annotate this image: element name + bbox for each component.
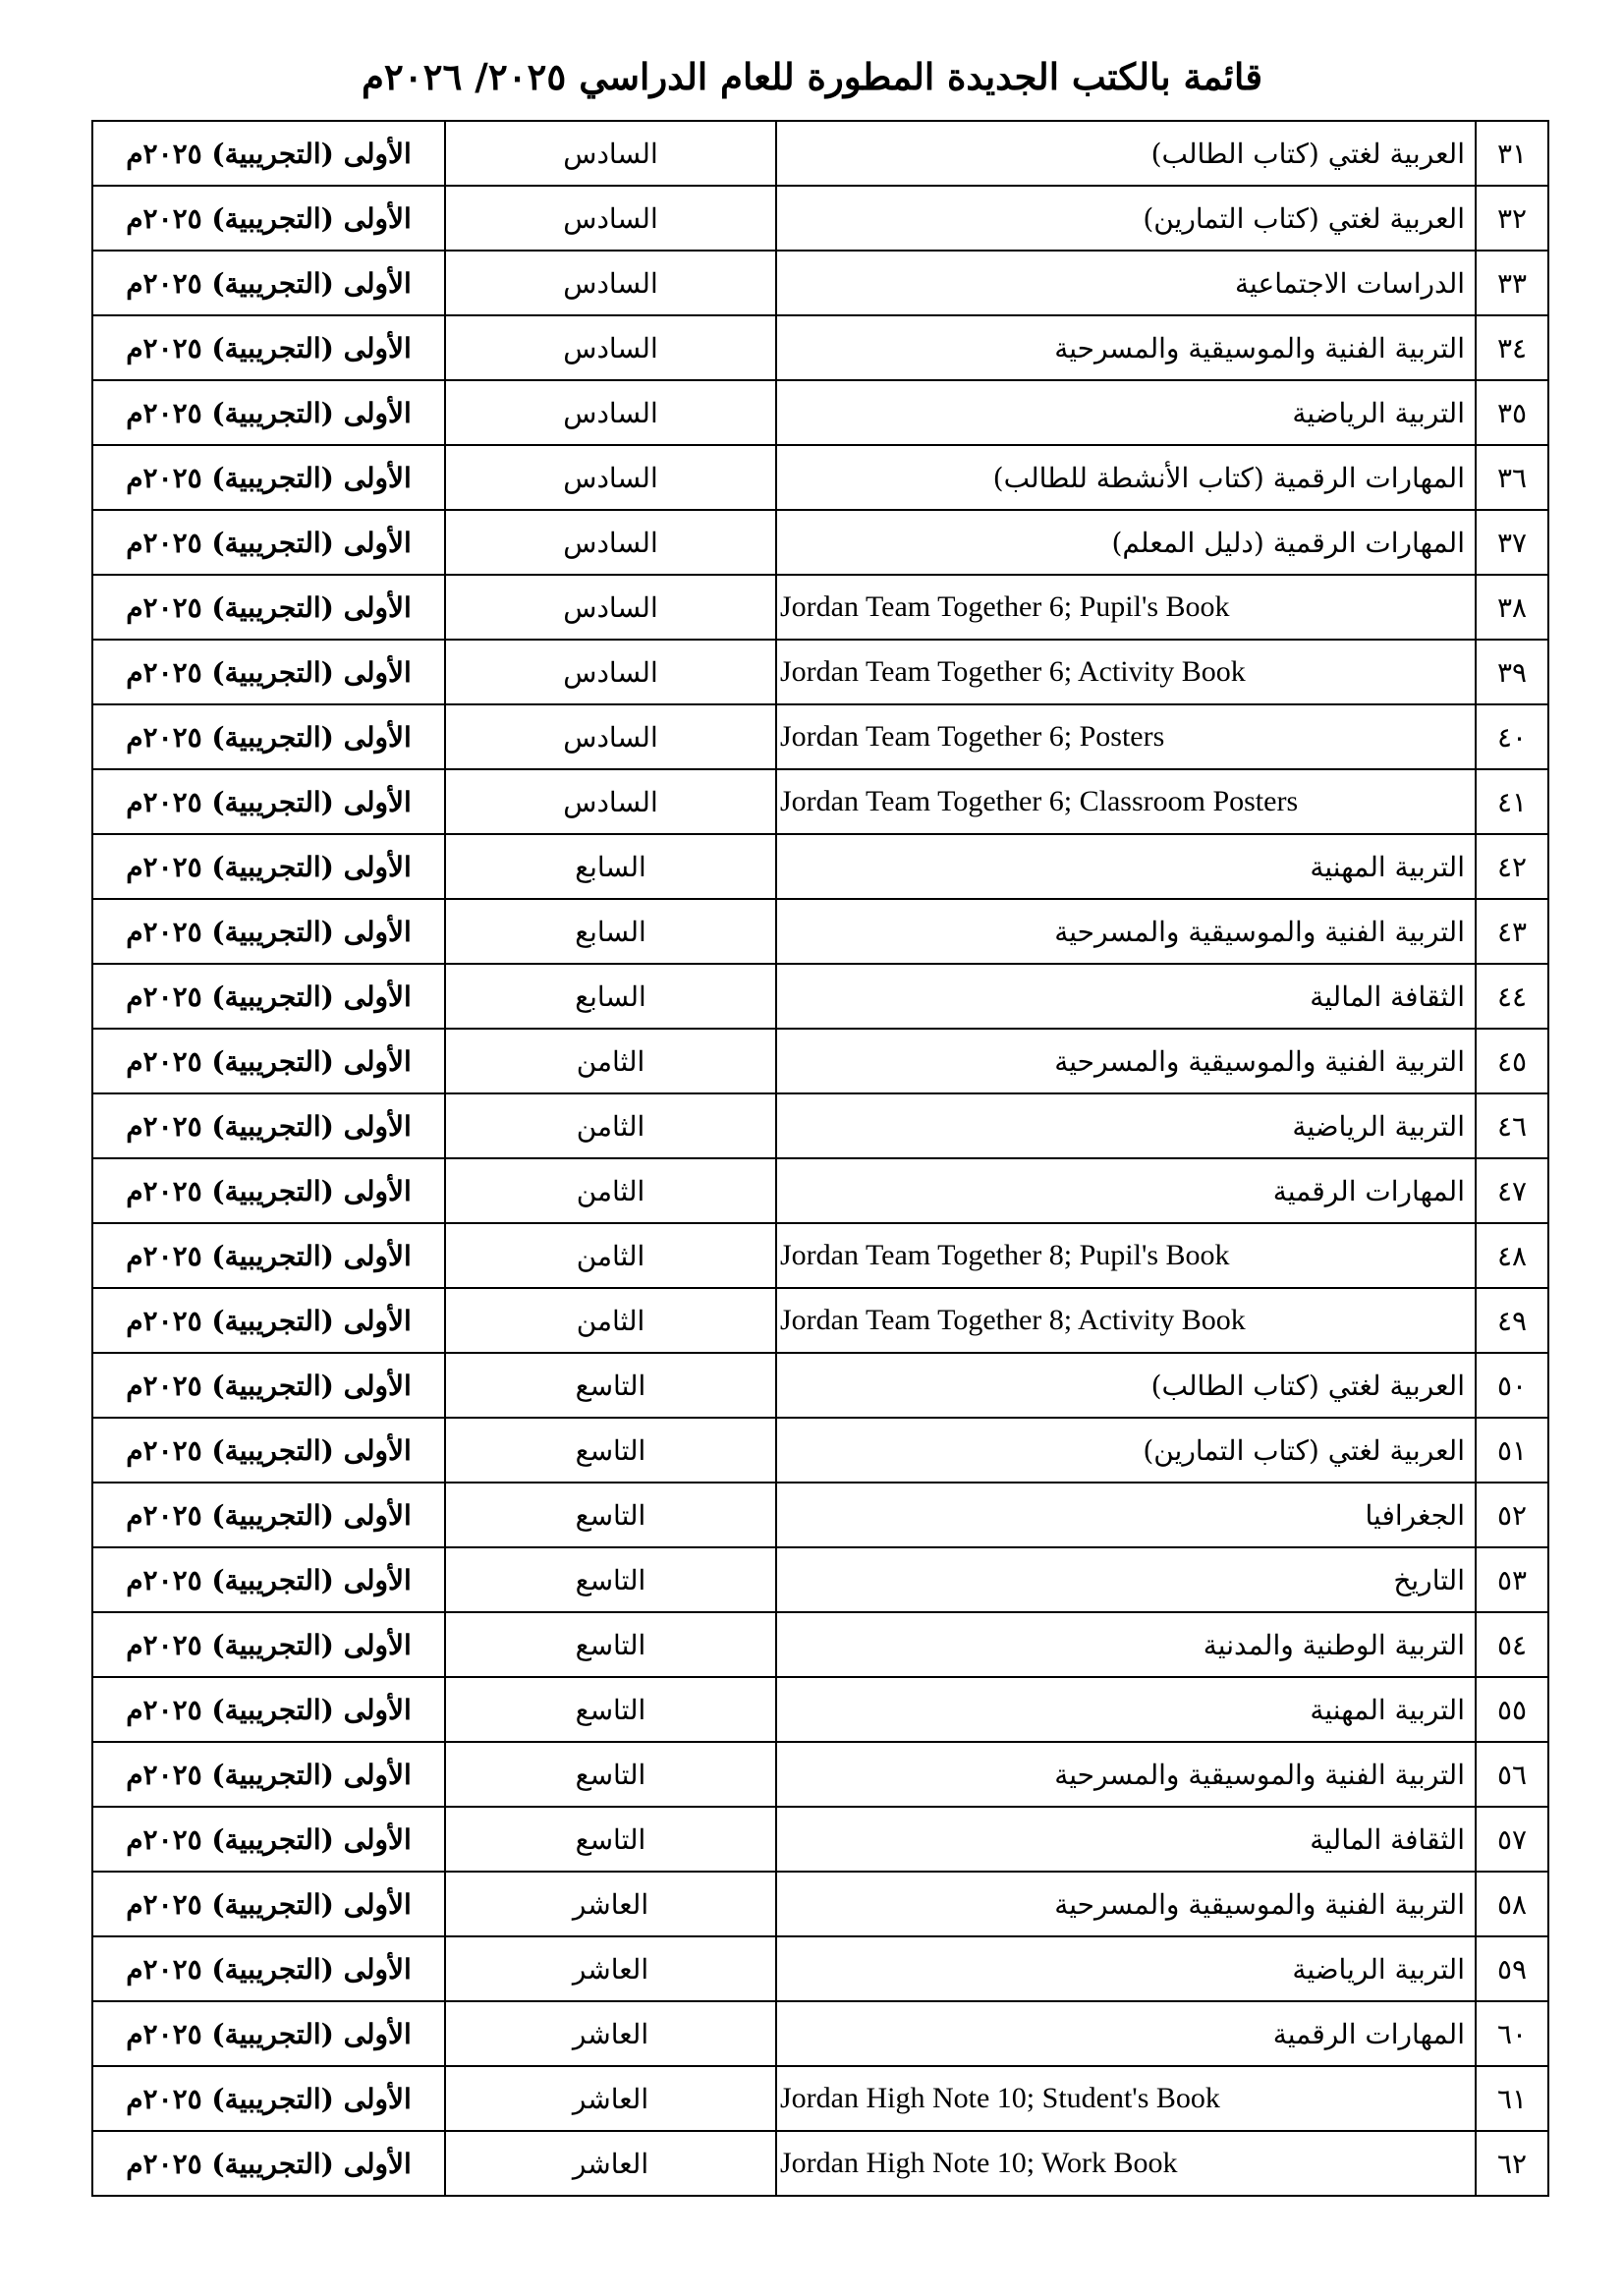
page-title: قائمة بالكتب الجديدة المطورة للعام الدراسي ٢٠٢٥/ ٢٠٢٦م <box>361 55 1263 98</box>
grade-cell: السابع <box>445 899 776 964</box>
book-title-cell: التربية الوطنية والمدنية <box>776 1612 1476 1677</box>
row-number-cell: ٥٤ <box>1476 1612 1548 1677</box>
book-title-cell: التربية الفنية والموسيقية والمسرحية <box>776 899 1476 964</box>
book-title-cell: Jordan Team Together 8; Pupil's Book <box>776 1223 1476 1288</box>
book-title-cell: التاريخ <box>776 1547 1476 1612</box>
row-number-cell: ٦٢ <box>1476 2131 1548 2196</box>
grade-cell: العاشر <box>445 1872 776 1936</box>
book-title-cell: Jordan Team Together 6; Pupil's Book <box>776 575 1476 640</box>
row-number-cell: ٥٨ <box>1476 1872 1548 1936</box>
grade-cell: التاسع <box>445 1547 776 1612</box>
row-number-cell: ٥٥ <box>1476 1677 1548 1742</box>
book-title-cell: العربية لغتي (كتاب الطالب) <box>776 121 1476 186</box>
edition-cell: الأولى (التجريبية) ٢٠٢٥م <box>92 1158 445 1223</box>
edition-cell: الأولى (التجريبية) ٢٠٢٥م <box>92 380 445 445</box>
book-title-cell: التربية الفنية والموسيقية والمسرحية <box>776 1742 1476 1807</box>
edition-cell: الأولى (التجريبية) ٢٠٢٥م <box>92 121 445 186</box>
book-title-cell: الثقافة المالية <box>776 1807 1476 1872</box>
edition-cell: الأولى (التجريبية) ٢٠٢٥م <box>92 769 445 834</box>
grade-cell: السادس <box>445 510 776 575</box>
book-title-cell: Jordan Team Together 6; Activity Book <box>776 640 1476 704</box>
edition-cell: الأولى (التجريبية) ٢٠٢٥م <box>92 1872 445 1936</box>
book-title-cell: الجغرافيا <box>776 1483 1476 1547</box>
table-row <box>92 964 1548 1029</box>
edition-cell: الأولى (التجريبية) ٢٠٢٥م <box>92 1483 445 1547</box>
grade-cell: العاشر <box>445 2066 776 2131</box>
row-number-cell: ٦٠ <box>1476 2001 1548 2066</box>
row-number-cell: ٥٣ <box>1476 1547 1548 1612</box>
row-number-cell: ٤٤ <box>1476 964 1548 1029</box>
grade-cell: الثامن <box>445 1029 776 1093</box>
grade-cell: السادس <box>445 704 776 769</box>
edition-cell: الأولى (التجريبية) ٢٠٢٥م <box>92 899 445 964</box>
grade-cell: التاسع <box>445 1418 776 1483</box>
grade-cell: السادس <box>445 121 776 186</box>
table-row <box>92 1288 1548 1353</box>
grade-cell: التاسع <box>445 1742 776 1807</box>
grade-cell: التاسع <box>445 1612 776 1677</box>
table-row <box>92 1677 1548 1742</box>
edition-cell: الأولى (التجريبية) ٢٠٢٥م <box>92 2001 445 2066</box>
book-title-cell: التربية الرياضية <box>776 1093 1476 1158</box>
grade-cell: العاشر <box>445 2131 776 2196</box>
grade-cell: السادس <box>445 380 776 445</box>
row-number-cell: ٣٤ <box>1476 315 1548 380</box>
row-number-cell: ٣٧ <box>1476 510 1548 575</box>
row-number-cell: ٤٢ <box>1476 834 1548 899</box>
edition-cell: الأولى (التجريبية) ٢٠٢٥م <box>92 964 445 1029</box>
books-table-body <box>92 121 1548 2196</box>
row-number-cell: ٤٦ <box>1476 1093 1548 1158</box>
edition-cell: الأولى (التجريبية) ٢٠٢٥م <box>92 510 445 575</box>
edition-cell: الأولى (التجريبية) ٢٠٢٥م <box>92 704 445 769</box>
edition-cell: الأولى (التجريبية) ٢٠٢٥م <box>92 1807 445 1872</box>
book-title-cell: العربية لغتي (كتاب الطالب) <box>776 1353 1476 1418</box>
grade-cell: السادس <box>445 575 776 640</box>
grade-cell: العاشر <box>445 2001 776 2066</box>
row-number-cell: ٤١ <box>1476 769 1548 834</box>
edition-cell: الأولى (التجريبية) ٢٠٢٥م <box>92 575 445 640</box>
edition-cell: الأولى (التجريبية) ٢٠٢٥م <box>92 2131 445 2196</box>
grade-cell: السادس <box>445 186 776 251</box>
table-row <box>92 121 1548 186</box>
table-row <box>92 2131 1548 2196</box>
grade-cell: السادس <box>445 251 776 315</box>
table-row <box>92 1612 1548 1677</box>
row-number-cell: ٤٠ <box>1476 704 1548 769</box>
table-row <box>92 445 1548 510</box>
grade-cell: التاسع <box>445 1483 776 1547</box>
row-number-cell: ٣١ <box>1476 121 1548 186</box>
row-number-cell: ٤٧ <box>1476 1158 1548 1223</box>
book-title-cell: Jordan Team Together 6; Posters <box>776 704 1476 769</box>
grade-cell: التاسع <box>445 1353 776 1418</box>
row-number-cell: ٣٥ <box>1476 380 1548 445</box>
table-row <box>92 2001 1548 2066</box>
edition-cell: الأولى (التجريبية) ٢٠٢٥م <box>92 315 445 380</box>
book-title-cell: الثقافة المالية <box>776 964 1476 1029</box>
grade-cell: السادس <box>445 640 776 704</box>
book-title-cell: Jordan Team Together 6; Classroom Posters <box>776 769 1476 834</box>
row-number-cell: ٥٧ <box>1476 1807 1548 1872</box>
book-title-cell: الدراسات الاجتماعية <box>776 251 1476 315</box>
grade-cell: الثامن <box>445 1158 776 1223</box>
table-row <box>92 1223 1548 1288</box>
table-row <box>92 1093 1548 1158</box>
table-row <box>92 186 1548 251</box>
grade-cell: السادس <box>445 315 776 380</box>
table-row <box>92 1029 1548 1093</box>
grade-cell: الثامن <box>445 1093 776 1158</box>
edition-cell: الأولى (التجريبية) ٢٠٢٥م <box>92 1742 445 1807</box>
grade-cell: السادس <box>445 445 776 510</box>
edition-cell: الأولى (التجريبية) ٢٠٢٥م <box>92 1093 445 1158</box>
edition-cell: الأولى (التجريبية) ٢٠٢٥م <box>92 445 445 510</box>
book-title-cell: التربية الرياضية <box>776 380 1476 445</box>
table-row <box>92 315 1548 380</box>
table-row <box>92 575 1548 640</box>
table-row <box>92 1807 1548 1872</box>
row-number-cell: ٣٣ <box>1476 251 1548 315</box>
row-number-cell: ٥٦ <box>1476 1742 1548 1807</box>
table-row <box>92 899 1548 964</box>
edition-cell: الأولى (التجريبية) ٢٠٢٥م <box>92 1418 445 1483</box>
grade-cell: التاسع <box>445 1677 776 1742</box>
edition-cell: الأولى (التجريبية) ٢٠٢٥م <box>92 1936 445 2001</box>
edition-cell: الأولى (التجريبية) ٢٠٢٥م <box>92 1288 445 1353</box>
grade-cell: الثامن <box>445 1288 776 1353</box>
row-number-cell: ٦١ <box>1476 2066 1548 2131</box>
book-title-cell: التربية المهنية <box>776 1677 1476 1742</box>
edition-cell: الأولى (التجريبية) ٢٠٢٥م <box>92 251 445 315</box>
table-row <box>92 1936 1548 2001</box>
edition-cell: الأولى (التجريبية) ٢٠٢٥م <box>92 834 445 899</box>
book-title-cell: التربية الفنية والموسيقية والمسرحية <box>776 315 1476 380</box>
edition-cell: الأولى (التجريبية) ٢٠٢٥م <box>92 1029 445 1093</box>
table-row <box>92 769 1548 834</box>
book-title-cell: Jordan High Note 10; Work Book <box>776 2131 1476 2196</box>
row-number-cell: ٣٢ <box>1476 186 1548 251</box>
edition-cell: الأولى (التجريبية) ٢٠٢٥م <box>92 1223 445 1288</box>
table-row <box>92 510 1548 575</box>
edition-cell: الأولى (التجريبية) ٢٠٢٥م <box>92 186 445 251</box>
row-number-cell: ٤٩ <box>1476 1288 1548 1353</box>
book-title-cell: العربية لغتي (كتاب التمارين) <box>776 186 1476 251</box>
table-row <box>92 1483 1548 1547</box>
edition-cell: الأولى (التجريبية) ٢٠٢٥م <box>92 640 445 704</box>
edition-cell: الأولى (التجريبية) ٢٠٢٥م <box>92 1353 445 1418</box>
table-row <box>92 1353 1548 1418</box>
book-title-cell: التربية الرياضية <box>776 1936 1476 2001</box>
row-number-cell: ٤٨ <box>1476 1223 1548 1288</box>
table-row <box>92 640 1548 704</box>
grade-cell: التاسع <box>445 1807 776 1872</box>
row-number-cell: ٥١ <box>1476 1418 1548 1483</box>
grade-cell: العاشر <box>445 1936 776 2001</box>
grade-cell: السابع <box>445 964 776 1029</box>
book-title-cell: العربية لغتي (كتاب التمارين) <box>776 1418 1476 1483</box>
row-number-cell: ٣٦ <box>1476 445 1548 510</box>
grade-cell: السابع <box>445 834 776 899</box>
row-number-cell: ٥٩ <box>1476 1936 1548 2001</box>
row-number-cell: ٥٢ <box>1476 1483 1548 1547</box>
book-title-cell: المهارات الرقمية <box>776 1158 1476 1223</box>
grade-cell: الثامن <box>445 1223 776 1288</box>
book-title-cell: التربية المهنية <box>776 834 1476 899</box>
book-title-cell: Jordan High Note 10; Student's Book <box>776 2066 1476 2131</box>
table-row <box>92 1547 1548 1612</box>
table-row <box>92 251 1548 315</box>
table-row <box>92 1872 1548 1936</box>
row-number-cell: ٣٨ <box>1476 575 1548 640</box>
table-row <box>92 2066 1548 2131</box>
book-title-cell: المهارات الرقمية (كتاب الأنشطة للطالب) <box>776 445 1476 510</box>
books-table <box>91 120 1549 2197</box>
edition-cell: الأولى (التجريبية) ٢٠٢٥م <box>92 1677 445 1742</box>
book-title-cell: التربية الفنية والموسيقية والمسرحية <box>776 1029 1476 1093</box>
table-row <box>92 1158 1548 1223</box>
edition-cell: الأولى (التجريبية) ٢٠٢٥م <box>92 1612 445 1677</box>
row-number-cell: ٥٠ <box>1476 1353 1548 1418</box>
book-title-cell: المهارات الرقمية <box>776 2001 1476 2066</box>
book-title-cell: التربية الفنية والموسيقية والمسرحية <box>776 1872 1476 1936</box>
edition-cell: الأولى (التجريبية) ٢٠٢٥م <box>92 2066 445 2131</box>
table-row <box>92 834 1548 899</box>
grade-cell: السادس <box>445 769 776 834</box>
book-title-cell: المهارات الرقمية (دليل المعلم) <box>776 510 1476 575</box>
book-title-cell: Jordan Team Together 8; Activity Book <box>776 1288 1476 1353</box>
table-row <box>92 1418 1548 1483</box>
table-row <box>92 704 1548 769</box>
table-row <box>92 380 1548 445</box>
table-row <box>92 1742 1548 1807</box>
row-number-cell: ٣٩ <box>1476 640 1548 704</box>
row-number-cell: ٤٣ <box>1476 899 1548 964</box>
row-number-cell: ٤٥ <box>1476 1029 1548 1093</box>
edition-cell: الأولى (التجريبية) ٢٠٢٥م <box>92 1547 445 1612</box>
